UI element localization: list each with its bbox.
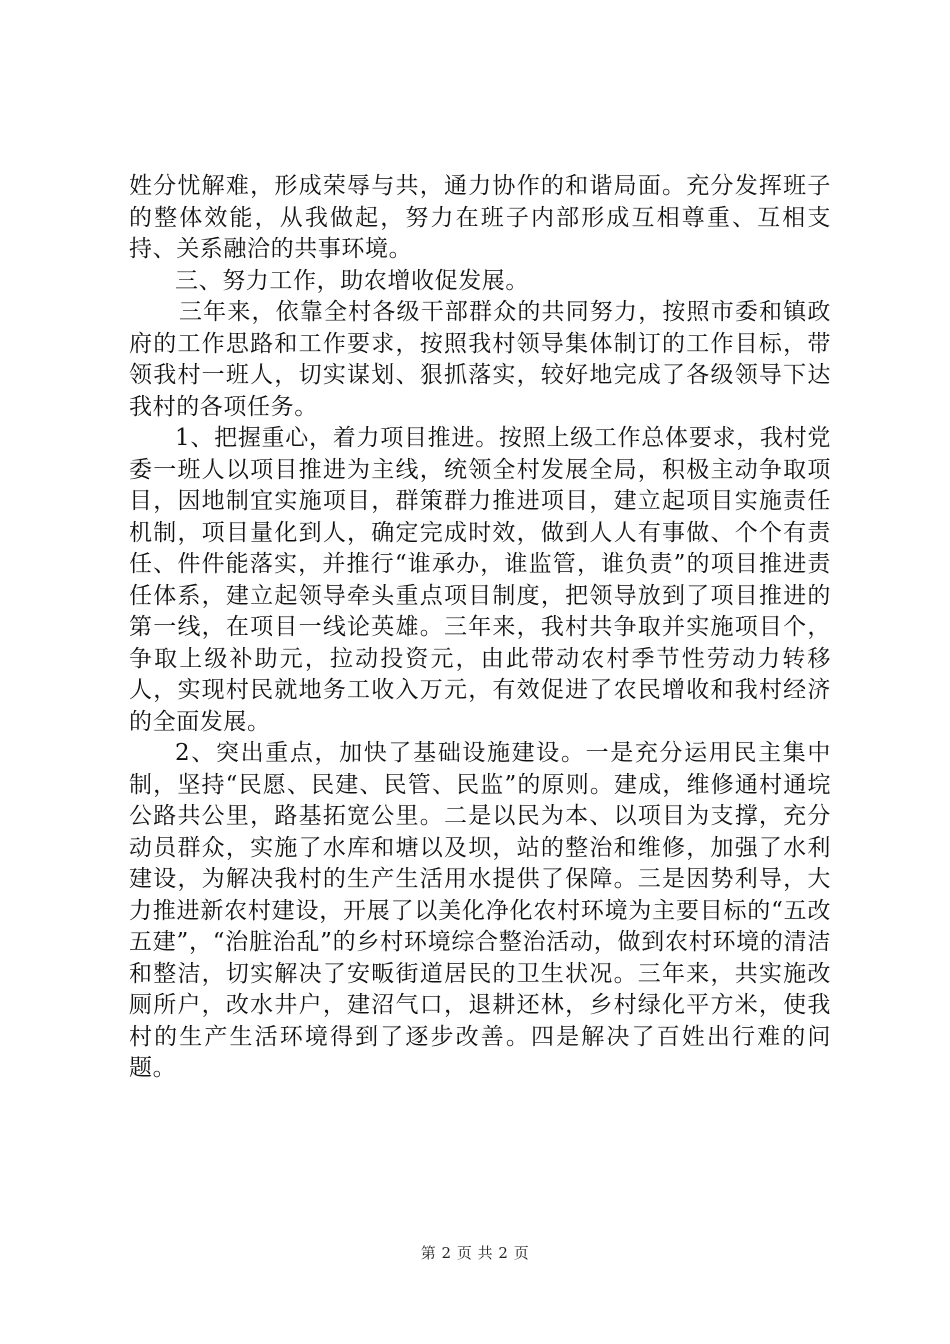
section-heading-three: 三、努力工作，助农增收促发展。 xyxy=(175,267,529,294)
paragraph-continuation: 姓分忧解难，形成荣辱与共，通力协作的和谐局面。充分发挥班子的整体效能，从我做起，努力在班子内部形成互相尊重、互相支持、关系融洽的共事环境。 xyxy=(129,173,831,262)
paragraph-item-1: 1、把握重心，着力项目推进。按照上级工作总体要求，我村党委一班人以项目推进为主线，统领全村发展全局，积极主动争取项目，因地制宜实施项目，群策群力推进项目，建立起项目实施责任机制，项目量化到人，确定完成时效，做到人人有事做、个个有责任、件件能落实，并推行“谁承办，谁监管，谁负责”的项目推进责任体系，建立起领导牵头重点项目制度，把领导放到了项目推进的第一线，在项目一线论英雄。三年来，我村共争取并实施项目个，争取上级补助元，拉动投资元，由此带动农村季节性劳动力转移人，实现村民就地务工收入万元，有效促进了农民增收和我村经济的全面发展。 xyxy=(129,425,831,735)
paragraph-item-2: 2、突出重点，加快了基础设施建设。一是充分运用民主集中制，坚持“民愿、民建、民管、民监”的原则。建成，维修通村通垸公路共公里，路基拓宽公里。二是以民为本、以项目为支撑，充分动员群众，实施了水库和塘以及坝，站的整治和维修，加强了水利建设，为解决我村的生产生活用水提供了保障。三是因势利导，大力推进新农村建设，开展了以美化净化农村环境为主要目标的“五改五建”，“治脏治乱”的乡村环境综合整治活动，做到农村环境的清洁和整洁，切实解决了安畈街道居民的卫生状况。三年来，共实施改厕所户，改水井户，建沼气口，退耕还林，乡村绿化平方米，使我村的生产生活环境得到了逐步改善。四是解决了百姓出行难的问题。 xyxy=(129,740,831,1081)
document-body xyxy=(129,171,831,1085)
page-footer: 第 2 页 共 2 页 xyxy=(420,1244,530,1262)
paragraph-three-years: 三年来，依靠全村各级干部群众的共同努力，按照市委和镇政府的工作思路和工作要求，按照我村领导集体制订的工作目标，带领我村一班人，切实谋划、狠抓落实，较好地完成了各级领导下达我村的各项任务。 xyxy=(129,299,831,420)
